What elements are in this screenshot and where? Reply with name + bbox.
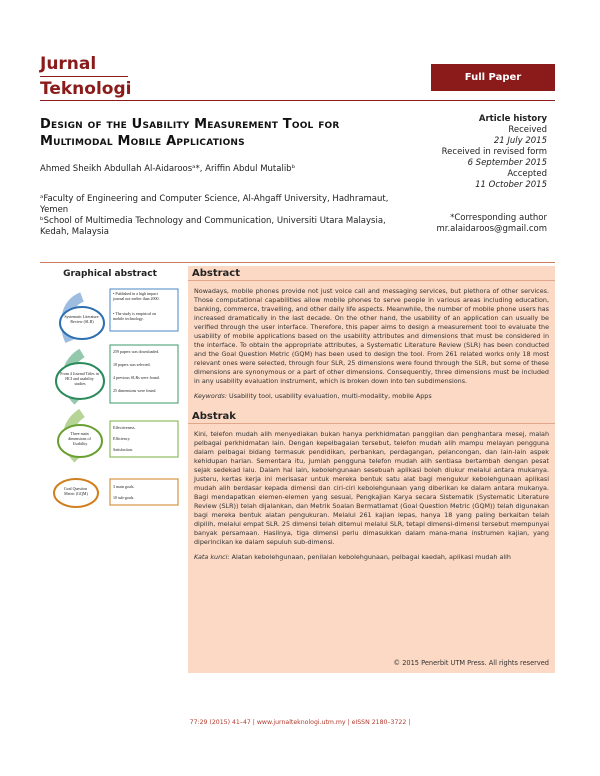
abstrak-keywords	[188, 547, 555, 562]
note-dimensions-3: Satisfaction.	[113, 447, 133, 452]
revised-label: Received in revised form	[441, 147, 547, 157]
affiliation-b: ᵇSchool of Multimedia Technology and Communication, Universiti Utara Malaysia, Kedah, Malaysia	[40, 216, 386, 237]
paper-title	[40, 116, 380, 150]
author-list: Ahmed Sheikh Abdullah Al-Aidaroosᵃ*, Ariffin Abdul Mutalibᵇ	[40, 164, 296, 174]
corresponding-label: *Corresponding author	[450, 213, 547, 223]
graphical-abstract-figure	[52, 283, 180, 513]
note-journals-1: 259 papers was downloaded.	[113, 349, 160, 354]
full-paper-badge: Full Paper	[431, 64, 555, 91]
affiliations	[40, 194, 395, 238]
section-rule	[40, 262, 555, 263]
abstract-text: Nowadays, mobile phones provide not just voice call and messaging services, but plethora of other services. Those computational capabilities allow mobile phones to serve people in various areas including education, banking, commerce, travelling, and other daily life aspects. Meanwhile, the number of mobile phone users has increased dramatically in the last decade. On the other hand, the usability of an application can usually be verified through the user interface. Therefore, this paper aims to design a measurement tool to evaluate the usability of mobile applications based on the usability attributes and dimensions that must be considered in the interface. To obtain the appropriate attributes, a Systematic Literature Review (SLR) has been conducted and the Goal Question Metric (GQM) has been used to design the tool. From 261 related works only 18 most relevant ones were selected, through four SLR, 25 dimensions were found through the SLR, but some of these dimensions are synonymous or a part of other dimensions. Consequently, three dimensions must be included in any usability evaluation instrument, which is broken down into ten subdimensions.	[194, 287, 549, 385]
paper-title-line1: Design of the Usability Measurement Tool for	[40, 117, 340, 132]
stage-label-slr: Systematic Literature Review (SLR)	[64, 314, 99, 324]
note-journals-3: 4 previous SLRs were found.	[113, 375, 160, 380]
note-box-gqm	[110, 479, 178, 505]
accepted-date: 11 October 2015	[475, 180, 547, 190]
journal-logo	[40, 54, 131, 100]
note-slr-2: • The study is empirical on mobile technology.	[113, 311, 156, 321]
graphical-abstract-heading: Graphical abstract	[63, 269, 157, 279]
affiliation-a: ᵃFaculty of Engineering and Computer Science, Al-Ahgaff University, Hadhramaut, Yemen	[40, 194, 389, 215]
abstract-panel	[188, 266, 555, 673]
header-rule	[40, 100, 555, 101]
copyright-notice: © 2015 Penerbit UTM Press. All rights reserved	[393, 659, 549, 667]
abstrak-text: Kini, telefon mudah alih menyediakan bukan hanya perkhidmatan panggilan dan penghantara mesej, malah pelbagai perkhidmatan lain. Dengan kepelbagaian tersebut, telefon mudah alih mampu melayan pengguna dalam pelbagai bidang termasuk pendidikan, perbankan, perdagangan, pelancongan, dan lain-lain aspek kehidupan harian. Sementara itu, jumlah pengguna telefon mudah alih sentiasa bertambah dengan pesat sejak sedekad lalu. Dalam hal lain, kebolehgunaan sesebuah aplikasi boleh diukur melalui antara mukanya. Justeru, kertas kerja ini merisasar untuk mereka bentuk satu alat bagi mengukur kebolehgunaan aplikasi mudah alih berdasar kepada dimensi dan ciri-ciri kebolehgunaan yang diberikan ke dalam antara mukanya. Bagi mendapatkan elemen-elemen yang sesuai, Pengkajian Karya secara Sistematik (Systematic Literature Review (SLR)) telah dijalankan, dan Metrik Soalan Bermatlamat (Goal Question Metric (GQM)) telah digunakan bagi mereka bentuk alatan pengukuran. Melalui 261 kajian lepas, hanya 18 yang paling berkaitan telah dipilih, melalui empat SLR. 25 dimensi telah ditemui melalui SLR, tetapi dimensi-dimensi tersebut mempunyai banyak persamaan. Hasilnya, tiga dimensi perlu dimasukkan dalam mana-mana instrumen kajian, yang diperincikan ke dalam sepuluh sub-dimensi.	[194, 430, 549, 546]
note-slr-1: • Published in a high impact journal not earlier than 2000.	[113, 291, 160, 301]
kata-kunci-text: Alatan kebolehgunaan, penilaian kebolehgunaan, pelbagai kaedah, aplikasi mudah alih	[231, 553, 511, 561]
stage-label-gqm: Goal Question Metric (GQM)	[63, 486, 88, 496]
journal-logo-rule	[40, 76, 128, 77]
note-journals-4: 25 dimensions were found.	[113, 388, 157, 393]
page-footer: 77:29 (2015) 41–47 | www.jurnalteknologi.utm.my | eISSN 2180–3722 |	[189, 719, 411, 726]
journal-name-line2: Teknologi	[40, 79, 132, 99]
note-dimensions-2: Efficiency.	[113, 436, 131, 441]
accepted-label: Accepted	[507, 169, 547, 179]
corresponding-author	[380, 213, 547, 235]
received-label: Received	[508, 125, 547, 135]
stage-label-journals: From 4 Journal Titles in HCI and usability studies	[60, 371, 99, 386]
keywords-text: Usability tool, usability evaluation, multi-modality, mobile Apps	[229, 392, 432, 400]
note-gqm-2: 10 sub-goals.	[113, 495, 135, 500]
paper-title-line2: Multimodal Mobile Applications	[40, 134, 245, 149]
journal-name-line1: Jurnal	[40, 54, 97, 74]
note-gqm-1: 3 main goals.	[113, 484, 135, 489]
history-heading: Article history	[478, 114, 547, 124]
kata-kunci-label: Kata kunci:	[194, 553, 230, 561]
note-dimensions-1: Effectiveness.	[113, 425, 136, 430]
abstract-keywords	[188, 386, 555, 401]
article-history	[400, 114, 547, 191]
revised-date: 6 September 2015	[467, 158, 547, 168]
keywords-label: Keywords:	[194, 392, 227, 400]
corresponding-email[interactable]: mr.alaidaroos@gmail.com	[436, 224, 547, 234]
stage-label-dimensions: Three main dimensions of Usability	[68, 431, 91, 446]
received-date: 21 July 2015	[493, 136, 547, 146]
abstrak-heading: Abstrak	[192, 411, 236, 422]
abstract-heading: Abstract	[192, 268, 241, 279]
note-journals-2: 18 papers was selected.	[113, 362, 151, 367]
